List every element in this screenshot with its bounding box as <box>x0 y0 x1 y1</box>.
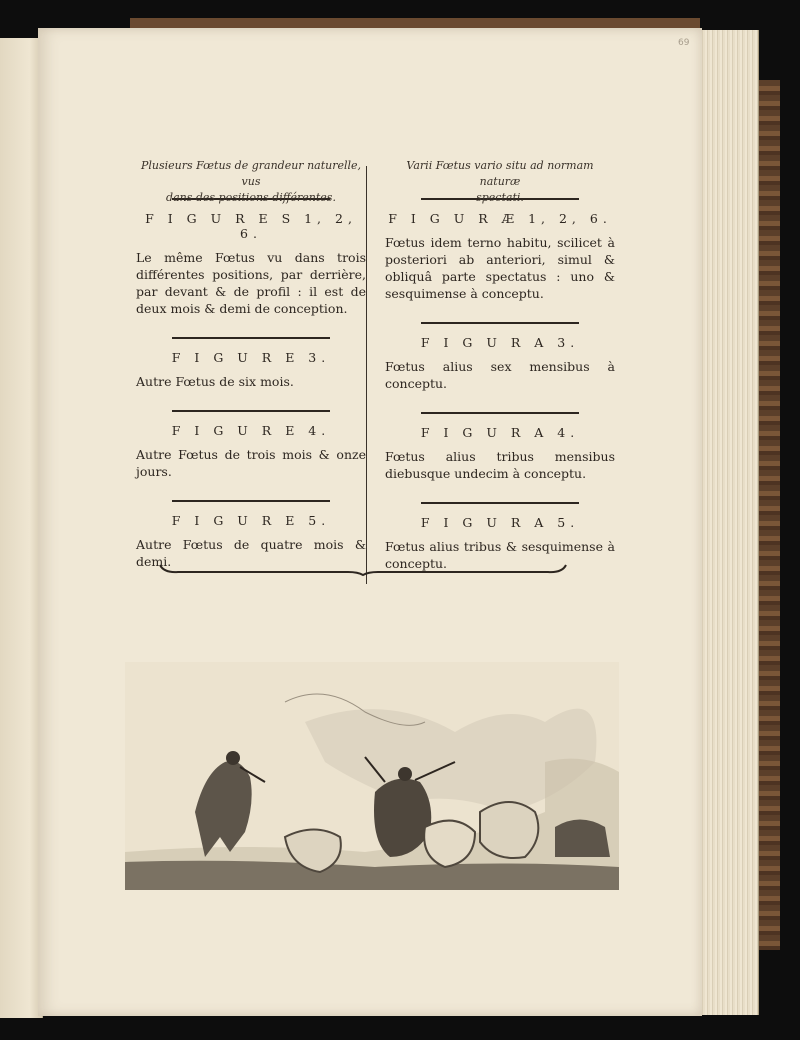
figure-caption: Fœtus alius tribus & sesquimense à conceptu. <box>385 539 615 571</box>
figure-caption: Autre Fœtus de trois mois & onze jours. <box>136 447 366 479</box>
section-rule <box>172 337 330 339</box>
section-rule <box>172 410 330 412</box>
french-column <box>136 158 366 590</box>
french-entry <box>136 337 366 390</box>
latin-heading-line-1: Varii Fœtus vario situ ad normam naturæ <box>406 159 594 188</box>
figure-caption: Autre Fœtus de six mois. <box>136 374 294 389</box>
section-rule <box>421 412 579 414</box>
figure-caption: Fœtus alius sex mensibus à conceptu. <box>385 359 615 391</box>
left-page-edge <box>0 38 43 1018</box>
french-entry <box>136 500 366 570</box>
section-rule <box>421 502 579 504</box>
column-divider <box>366 166 367 584</box>
latin-entry <box>385 412 615 482</box>
figure-caption: Fœtus alius tribus mensibus diebusque undecim à conceptu. <box>385 449 615 481</box>
latin-column <box>385 158 615 592</box>
latin-entry <box>385 322 615 392</box>
figure-caption: Fœtus idem terno habitu, scilicet à posteriori ab anteriori, simul & obliquâ parte spectatus : uno & sesquimense à conceptu. <box>385 235 615 301</box>
book-page <box>38 28 702 1016</box>
closing-flourish <box>158 563 568 577</box>
french-entry <box>136 410 366 480</box>
latin-entry <box>385 502 615 572</box>
marbled-cover-edge <box>756 80 780 950</box>
figure-label: F I G U R E 5. <box>171 513 331 528</box>
latin-entry <box>385 198 615 302</box>
figure-label: F I G U R A 4. <box>420 425 580 440</box>
french-entry <box>136 198 366 317</box>
latin-heading-line-2: spectati. <box>476 191 524 204</box>
page-stack-edge <box>700 30 759 1015</box>
battle-scene-etching <box>125 662 619 890</box>
figure-caption: Autre Fœtus de quatre mois & demi. <box>136 537 366 569</box>
french-heading-line-1: Plusieurs Fœtus de grandeur naturelle, vus <box>140 159 362 188</box>
figure-label: F I G U R Æ 1, 2, 6. <box>388 211 612 226</box>
figure-label: F I G U R A 5. <box>420 515 580 530</box>
folio-number: 69 <box>678 38 690 48</box>
figure-label: F I G U R E S 1, 2, 6. <box>145 211 357 241</box>
section-rule <box>421 322 579 324</box>
french-heading-line-2: dans des positions différentes. <box>166 191 336 204</box>
figure-label: F I G U R E 3. <box>171 350 331 365</box>
figure-caption: Le même Fœtus vu dans trois différentes positions, par derrière, par devant & de profil : il est de deux mois & demi de conception. <box>136 250 366 316</box>
latin-heading <box>385 158 615 204</box>
french-heading <box>136 158 366 204</box>
section-rule <box>172 500 330 502</box>
figure-label: F I G U R E 4. <box>171 423 331 438</box>
figure-label: F I G U R A 3. <box>420 335 580 350</box>
